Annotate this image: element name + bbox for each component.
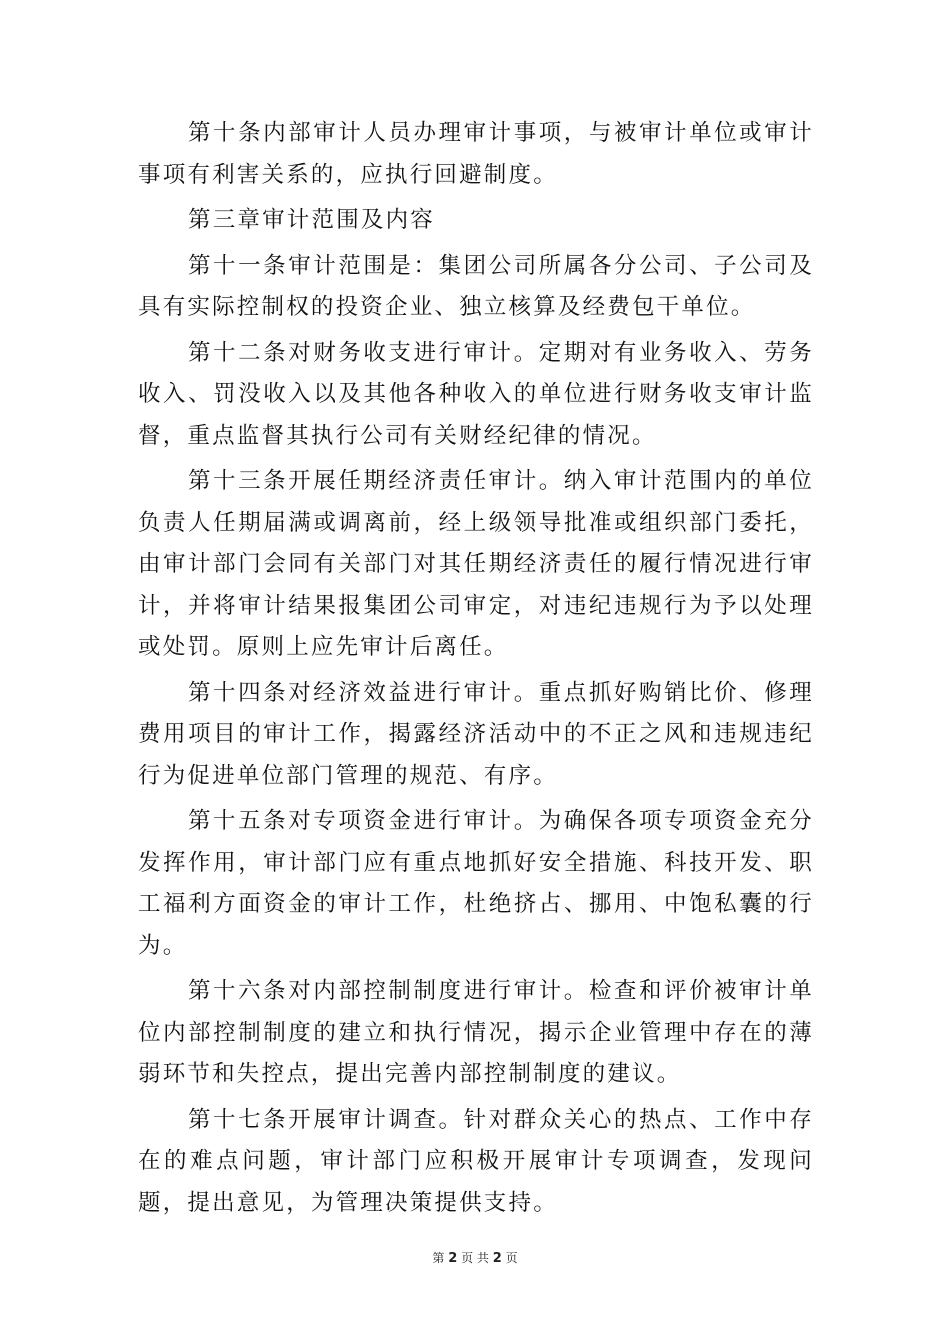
paragraph-article-13: 第十三条开展任期经济责任审计。纳入审计范围内的单位负责人任期届满或调离前，经上级领导批准或组织部门委托，由审计部门会同有关部门对其任期经济责任的履行情况进行审计，并将审计结果报集团公司审定，对违纪违规行为予以处理或处罚。原则上应先审计后离任。 xyxy=(138,468,814,660)
paragraph-article-12: 第十二条对财务收支进行审计。定期对有业务收入、劳务收入、罚没收入以及其他各种收入的单位进行财务收支审计监督，重点监督其执行公司有关财经纪律的情况。 xyxy=(138,339,814,449)
paragraph-article-10: 第十条内部审计人员办理审计事项，与被审计单位或审计事项有利害关系的，应执行回避制度。 xyxy=(138,120,814,188)
paragraph-article-11: 第十一条审计范围是：集团公司所属各分公司、子公司及具有实际控制权的投资企业、独立核算及经费包干单位。 xyxy=(138,252,814,320)
paragraph-article-16: 第十六条对内部控制制度进行审计。检查和评价被审计单位内部控制制度的建立和执行情况，揭示企业管理中存在的薄弱环节和失控点，提出完善内部控制制度的建议。 xyxy=(138,978,814,1087)
document-body xyxy=(138,113,814,1228)
footer-suffix: 页 xyxy=(505,1251,518,1265)
footer-prefix: 第 xyxy=(432,1251,445,1265)
paragraph-article-14: 第十四条对经济效益进行审计。重点抓好购销比价、修理费用项目的审计工作，揭露经济活动中的不正之风和违规违纪行为促进单位部门管理的规范、有序。 xyxy=(138,679,814,789)
paragraph-article-17: 第十七条开展审计调查。针对群众关心的热点、工作中存在的难点问题，审计部门应积极开展审计专项调查，发现问题，提出意见，为管理决策提供支持。 xyxy=(138,1106,814,1216)
page-footer xyxy=(0,1250,950,1267)
footer-middle: 页 共 xyxy=(461,1251,489,1265)
current-page-number: 2 xyxy=(448,1251,458,1266)
total-page-number: 2 xyxy=(492,1251,502,1266)
paragraph-article-15: 第十五条对专项资金进行审计。为确保各项专项资金充分发挥作用，审计部门应有重点地抓好安全措施、科技开发、职工福利方面资金的审计工作，杜绝挤占、挪用、中饱私囊的行为。 xyxy=(138,808,814,959)
chapter-heading-3: 第三章审计范围及内容 xyxy=(188,207,436,233)
